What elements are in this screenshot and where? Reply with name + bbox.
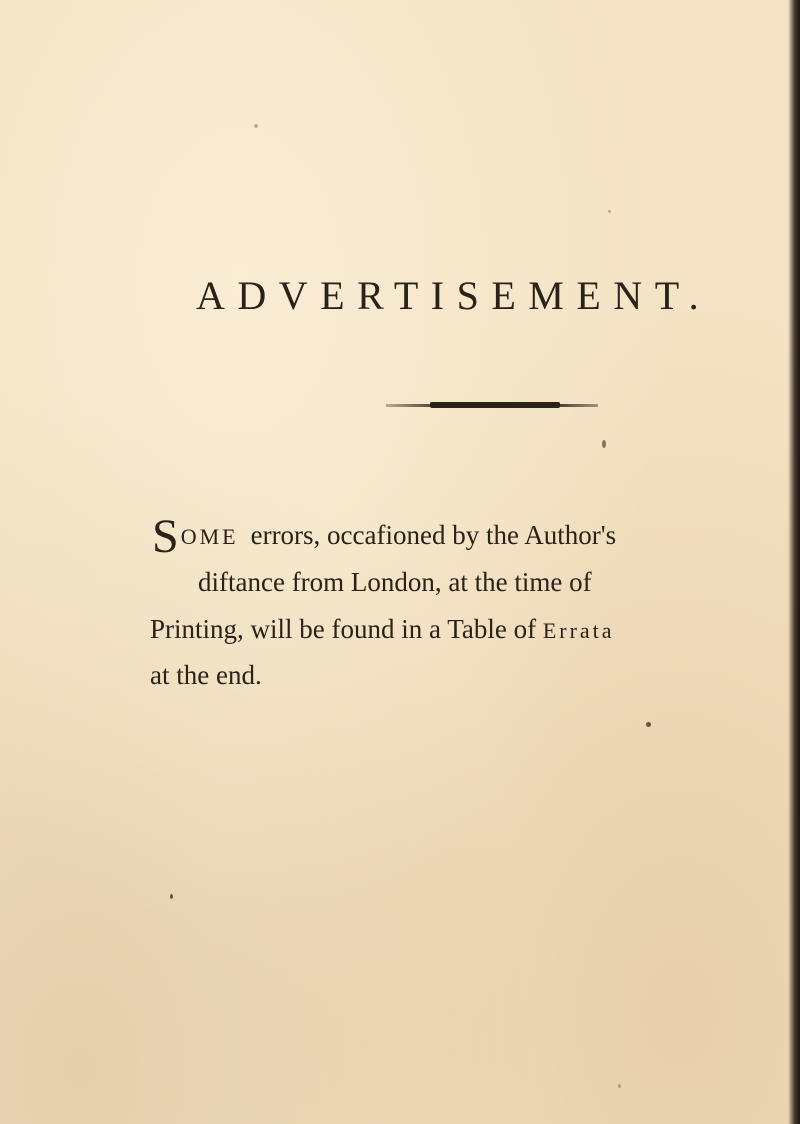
body-line-3-text: Printing, will be found in a Table of bbox=[150, 614, 537, 644]
lead-small-caps: OME bbox=[180, 524, 239, 549]
body-line-4: at the end. bbox=[150, 660, 262, 690]
body-line-1-text: errors, occafioned by the Author's bbox=[250, 520, 617, 550]
drop-cap: S bbox=[152, 510, 179, 563]
errata-small-caps: Errata bbox=[542, 618, 615, 643]
body-line-2: diftance from London, at the time of bbox=[198, 567, 592, 597]
page-heading: ADVERTISEMENT. bbox=[196, 273, 712, 318]
paper-speck bbox=[646, 722, 651, 727]
body-line-1 bbox=[152, 510, 617, 563]
paper-speck bbox=[608, 210, 611, 213]
ornamental-rule-center bbox=[430, 402, 560, 408]
paper-speck bbox=[618, 1084, 621, 1088]
body-line-3 bbox=[150, 612, 615, 648]
paper-speck bbox=[170, 894, 173, 899]
paper-speck bbox=[254, 124, 258, 128]
page-edge-shadow bbox=[788, 0, 800, 1124]
paper-speck bbox=[602, 440, 606, 448]
